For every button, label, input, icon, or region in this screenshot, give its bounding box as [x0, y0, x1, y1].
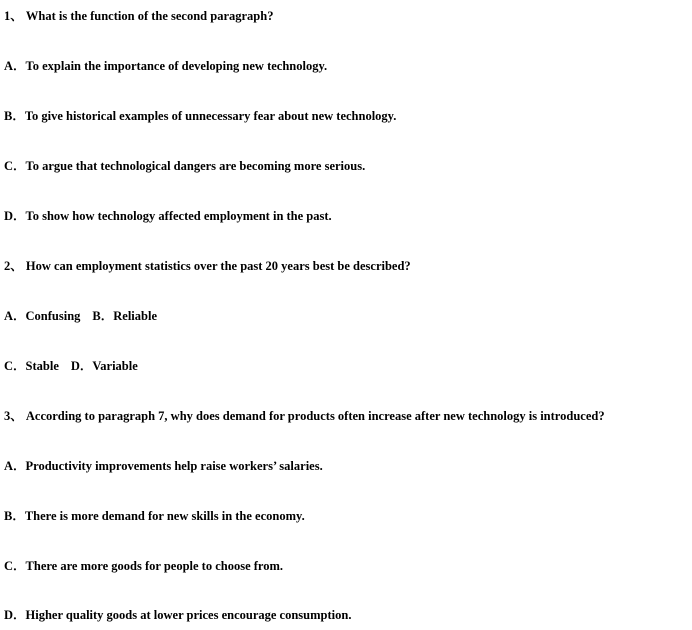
q2-option-a: A．Confusing	[4, 309, 81, 323]
q1-option-c: C．To argue that technological dangers are becoming more serious.	[4, 159, 366, 173]
q3-option-b: B．There is more demand for new skills in the economy.	[4, 509, 305, 523]
q2-option-row-1	[4, 308, 157, 324]
q2-option-b: B．Reliable	[92, 309, 158, 323]
q1-option-d: D．To show how technology affected employment in the past.	[4, 209, 332, 223]
q3-stem: 3、 According to paragraph 7, why does demand for products often increase after new technology is introduced?	[4, 409, 605, 423]
q2-option-c: C．Stable	[4, 359, 59, 373]
q1-option-a: A．To explain the importance of developing new technology.	[4, 59, 328, 73]
q3-option-d: D．Higher quality goods at lower prices encourage consumption.	[4, 608, 352, 622]
q2-option-row-2	[4, 358, 138, 374]
q3-option-a: A．Productivity improvements help raise workers’ salaries.	[4, 459, 323, 473]
q3-option-c: C．There are more goods for people to choose from.	[4, 559, 284, 573]
q1-stem: 1、 What is the function of the second paragraph?	[4, 9, 274, 23]
q2-stem: 2、 How can employment statistics over the past 20 years best be described?	[4, 259, 411, 273]
q2-option-d: D．Variable	[70, 359, 138, 373]
q1-option-b: B．To give historical examples of unnecessary fear about new technology.	[4, 109, 397, 123]
